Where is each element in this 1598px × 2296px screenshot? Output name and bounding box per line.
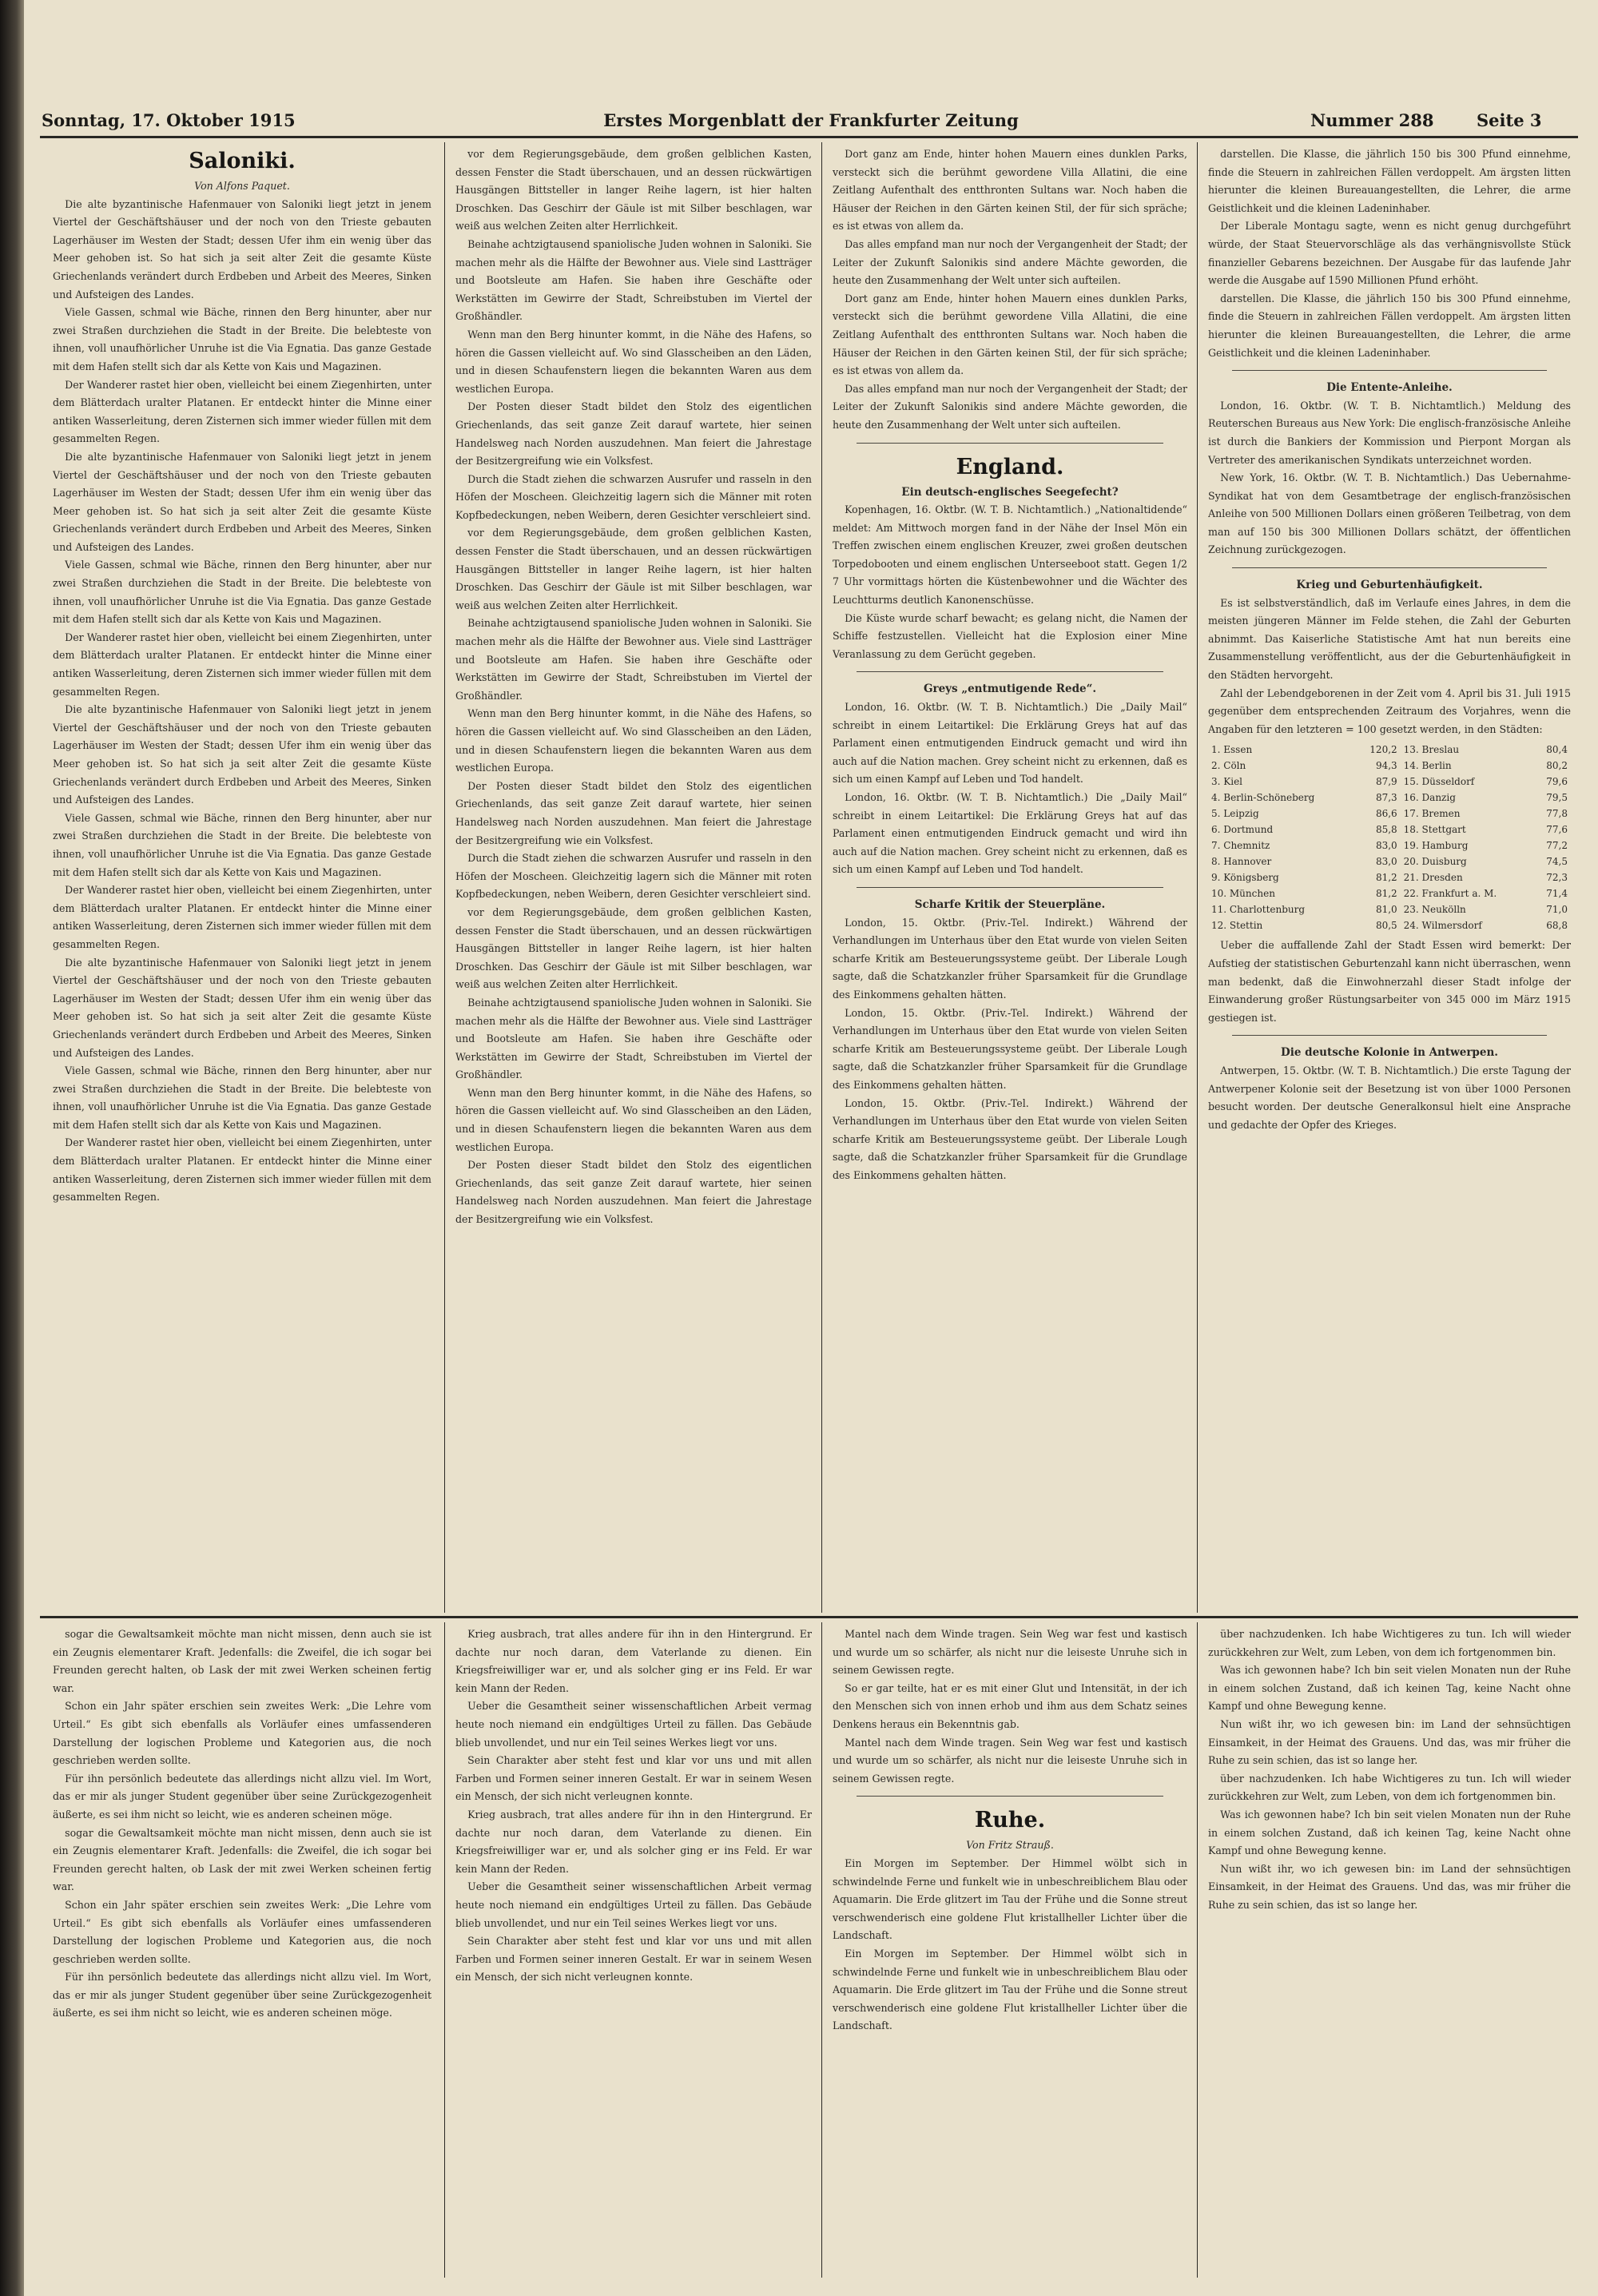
paragraph: New York, 16. Oktbr. (W. T. B. Nichtamtlich.) Das Uebernahme-Syndikat hat von dem Gesamtbetrage der englisch-französischen Anleihe von 500 Millionen Dollars einen größeren Teilbetrag, von dem man auf 150 bis 300 Millionen Dollars schätzt, der öffentlichen Zeichnung zurückgezogen. bbox=[1208, 472, 1571, 556]
paragraph: Durch die Stadt ziehen die schwarzen Ausrufer und rasseln in den Höfen der Moscheen. Gleichzeitig lagern sich die Männer mit roten Kopfbedeckungen, neben Weibern, deren Gesichter verschleiert sind. bbox=[455, 472, 812, 521]
paragraph: sogar die Gewaltsamkeit möchte man nicht missen, denn auch sie ist ein Zeugnis elementarer Kraft. Jedenfalls: die Zweifel, die ich sogar bei Freunden gerecht halten, ob Lask der mit zwei Werken scheinen fertig war. bbox=[53, 1826, 431, 1893]
value-right: 80,2 bbox=[1546, 760, 1568, 772]
article-title-steuer: Scharfe Kritik der Steuerpläne. bbox=[914, 897, 1106, 911]
paragraph: London, 16. Oktbr. (W. T. B. Nichtamtlich.) Die „Daily Mail“ schreibt in einem Leitartikel: Die Erklärung Greys hat auf das Parlament einen entmutigenden Eindruck gemacht und wird ihn auch auf die Nation machen. Grey scheint nicht zu erkennen, daß es sich um einen Kampf auf Leben und Tod handelt. bbox=[833, 791, 1187, 876]
paragraph: Durch die Stadt ziehen die schwarzen Ausrufer und rasseln in den Höfen der Moscheen. Gleichzeitig lagern sich die Männer mit roten Kopfbedeckungen, neben Weibern, deren Gesichter verschleiert sind. bbox=[455, 852, 812, 901]
section-title-england: England. bbox=[956, 454, 1064, 479]
paragraph: Ein Morgen im September. Der Himmel wölbt sich in schwindelnde Ferne und funkelt wie in unbeschreiblichem Blau oder Aquamarin. Die Erde glitzert im Tau der Frühe und die Sonne streut verschwenderisch eine goldene Flut kristallheller Lichter über die Landschaft. bbox=[833, 1947, 1187, 2032]
value-right: 77,8 bbox=[1546, 808, 1568, 820]
city-right: 22. Frankfurt a. M. bbox=[1403, 888, 1497, 900]
separator bbox=[1232, 1035, 1547, 1036]
feuilleton-col-1 bbox=[53, 1626, 431, 2274]
paragraph: Was ich gewonnen habe? Ich bin seit vielen Monaten nun der Ruhe in einem solchen Zustand, daß ich keinen Tag, keine Nacht ohne Kampf und ohne Bewegung kenne. bbox=[1208, 1664, 1571, 1713]
paragraph: Wenn man den Berg hinunter kommt, in die Nähe des Hafens, so hören die Gassen vielleicht auf. Wo sind Glasscheiben an den Läden, und in diesen Schaufenstern liegen die bekannten Waren aus dem westlichen Europa. bbox=[455, 328, 812, 395]
paragraph: London, 16. Oktbr. (W. T. B. Nichtamtlich.) Die „Daily Mail“ schreibt in einem Leitartikel: Die Erklärung Greys hat auf das Parlament einen entmutigenden Eindruck gemacht und wird ihn auch auf die Nation machen. Grey scheint nicht zu erkennen, daß es sich um einen Kampf auf Leben und Tod handelt. bbox=[833, 701, 1187, 786]
article-title-krieg: Krieg und Geburtenhäufigkeit. bbox=[1296, 579, 1483, 592]
city-left: 4. Berlin-Schöneberg bbox=[1211, 792, 1315, 804]
paragraph: Das alles empfand man nur noch der Vergangenheit der Stadt; der Leiter der Zukunft Salonikis sind andere Mächte geworden, die heute den Zusammenhang der Welt unter sich aufteilen. bbox=[833, 237, 1187, 287]
separator bbox=[857, 887, 1163, 888]
paragraph: Ueber die auffallende Zahl der Stadt Essen wird bemerkt: Der Aufstieg der statistischen Geburtenzahl kann nicht überraschen, wenn man bedenkt, daß die Einwohnerzahl dieser Stadt infolge der Einwanderung großer Rüstungsarbeiter von 345 000 im März 1915 gestiegen ist. bbox=[1208, 939, 1571, 1024]
paragraph: Ueber die Gesamtheit seiner wissenschaftlichen Arbeit vermag heute noch niemand ein endgültiges Urteil zu fällen. Das Gebäude blieb unvollendet, und nur ein Teil seines Werkes liegt vor uns. bbox=[455, 1700, 812, 1749]
table-row bbox=[1208, 901, 1571, 917]
value-left: 87,3 bbox=[1375, 792, 1397, 804]
city-right: 15. Düsseldorf bbox=[1403, 776, 1475, 788]
city-right: 17. Bremen bbox=[1403, 808, 1461, 820]
article-title-grey: Greys „entmutigende Rede“. bbox=[923, 682, 1097, 696]
birth-rate-table bbox=[1208, 742, 1571, 933]
city-right: 14. Berlin bbox=[1403, 760, 1452, 772]
paragraph: Beinahe achtzigtausend spaniolische Juden wohnen in Saloniki. Sie machen mehr als die Hälfte der Bewohner aus. Viele sind Lastträger und Bootsleute am Hafen. Sie haben ihre Geschäfte oder Werkstätten im Gewirre der Stadt, Schreibstuben im Viertel der Großhändler. bbox=[455, 617, 812, 702]
paragraph: vor dem Regierungsgebäude, dem großen gelblichen Kasten, dessen Fenster die Stadt überschauen, und an dessen rückwärtigen Hausgängen Bittsteller in langer Reihe lagern, ist hier halten Droschken. Das Geschirr der Gäule ist mit Silber beschlagen, war weiß aus welchen Zeiten alter Herrlichkeit. bbox=[455, 905, 812, 991]
city-right: 20. Duisburg bbox=[1403, 856, 1467, 868]
paragraph: Beinahe achtzigtausend spaniolische Juden wohnen in Saloniki. Sie machen mehr als die Hälfte der Bewohner aus. Viele sind Lastträger und Bootsleute am Hafen. Sie haben ihre Geschäfte oder Werkstätten im Gewirre der Stadt, Schreibstuben im Viertel der Großhändler. bbox=[455, 237, 812, 323]
paragraph: Der Posten dieser Stadt bildet den Stolz des eigentlichen Griechenlands, das seit ganze Zeit darauf wartete, hier seinen Handelsweg nach Norden auszudehnen. Man feiert die Jahrestage der Besitzergreifung wie ein Volksfest. bbox=[455, 400, 812, 468]
paragraph: Der Posten dieser Stadt bildet den Stolz des eigentlichen Griechenlands, das seit ganze Zeit darauf wartete, hier seinen Handelsweg nach Norden auszudehnen. Man feiert die Jahrestage der Besitzergreifung wie ein Volksfest. bbox=[455, 1159, 812, 1226]
paragraph: Krieg ausbrach, trat alles andere für ihn in den Hintergrund. Er dachte nur noch daran, dem Vaterlande zu dienen. Ein Kriegsfreiwilliger war er, und als solcher ging er ins Feld. Er war kein Mann der Reden. bbox=[455, 1808, 812, 1875]
paragraph: Schon ein Jahr später erschien sein zweites Werk: „Die Lehre vom Urteil.“ Es gibt sich ebenfalls als Vorläufer eines umfassenderen Darstellung der logischen Probleme und Kategorien aus, die noch geschrieben werden sollte. bbox=[53, 1700, 431, 1767]
value-right: 71,0 bbox=[1546, 904, 1568, 916]
separator bbox=[857, 671, 1163, 672]
paragraph: Die Küste wurde scharf bewacht; es gelang nicht, die Namen der Schiffe festzustellen. Vielleicht hat die Explosion einer Mine Veranlassung zu dem Gerücht gegeben. bbox=[833, 611, 1187, 660]
article-saloniki-continued bbox=[455, 145, 812, 1610]
column-rule bbox=[1197, 1622, 1198, 2278]
paragraph: Viele Gassen, schmal wie Bäche, rinnen den Berg hinunter, aber nur zwei Straßen durchziehen die Stadt in der Breite. Die belebteste von ihnen, voll unaufhörlicher Unruhe ist die Via Egnatia. Das ganze Gestade mit dem Hafen stellt sich dar als Kette von Kais und Magazinen. bbox=[53, 811, 431, 878]
city-right: 21. Dresden bbox=[1403, 872, 1463, 884]
section-rule bbox=[40, 1616, 1578, 1618]
paragraph: darstellen. Die Klasse, die jährlich 150 bis 300 Pfund einnehme, finde die Steuern in zahlreichen Fällen verdoppelt. Am ärgsten litten hierunter die kleinen Bureauangestellten, die Lehrer, die arme Geistlichkeit und die kleinen Ladeninhaber. bbox=[1208, 148, 1571, 214]
paragraph: Mantel nach dem Winde tragen. Sein Weg war fest und kastisch und wurde um so schärfer, als nicht nur die leiseste Unruhe sich in seinem Gewissen regte. bbox=[833, 1736, 1187, 1785]
paragraph: darstellen. Die Klasse, die jährlich 150 bis 300 Pfund einnehme, finde die Steuern in zahlreichen Fällen verdoppelt. Am ärgsten litten hierunter die kleinen Bureauangestellten, die Lehrer, die arme Geistlichkeit und die kleinen Ladeninhaber. bbox=[1208, 292, 1571, 359]
paragraph: Die alte byzantinische Hafenmauer von Saloniki liegt jetzt in jenem Viertel der Geschäftshäuser und der noch von den Trieste gebauten Lagerhäuser im Westen der Stadt; dessen Ufer ihm ein wenig über das Meer gehoben ist. So hat sich ja seit alter Zeit die gesamte Küste Griechenlands verändert durch Erdbeben und Arbeit des Meeres, Sinken und Aufsteigen des Landes. bbox=[53, 703, 431, 806]
city-right: 19. Hamburg bbox=[1403, 840, 1469, 852]
value-left: 87,9 bbox=[1375, 776, 1397, 788]
separator bbox=[1232, 370, 1547, 371]
city-right: 24. Wilmersdorf bbox=[1403, 920, 1482, 932]
value-left: 81,2 bbox=[1375, 888, 1397, 900]
separator bbox=[1232, 567, 1547, 568]
value-left: 120,2 bbox=[1369, 744, 1397, 756]
paragraph: über nachzudenken. Ich habe Wichtigeres zu tun. Ich will wieder zurückkehren zur Welt, zum Leben, von dem ich fortgenommen bin. bbox=[1208, 1772, 1571, 1803]
paragraph: Der Wanderer rastet hier oben, vielleicht bei einem Ziegenhirten, unter dem Blätterdach uralter Platanen. Er entdeckt hinter die Minne einer antiken Wasserleitung, deren Zisternen sich immer wieder füllen mit dem gesammelten Regen. bbox=[53, 631, 431, 698]
table-row bbox=[1208, 758, 1571, 774]
value-right: 79,6 bbox=[1546, 776, 1568, 788]
value-left: 83,0 bbox=[1375, 840, 1397, 852]
city-left: 10. München bbox=[1211, 888, 1275, 900]
feuilleton-col-2 bbox=[455, 1626, 812, 2274]
paragraph: Ein Morgen im September. Der Himmel wölbt sich in schwindelnde Ferne und funkelt wie in unbeschreiblichem Blau oder Aquamarin. Die Erde glitzert im Tau der Frühe und die Sonne streut verschwenderisch eine goldene Flut kristallheller Lichter über die Landschaft. bbox=[833, 1856, 1187, 1942]
paragraph: Kopenhagen, 16. Oktbr. (W. T. B. Nichtamtlich.) „Nationaltidende“ meldet: Am Mittwoch morgen fand in der Nähe der Insel Mön ein Treffen zwischen einem englischen Kreuzer, zwei großen deutschen Torpedobooten und einem englischen Unterseeboot statt. Gegen 1/2 7 Uhr vormittags hörten die Küstenbewohner und die Wächter des Leuchtturms deutlich Kanonenschüsse. bbox=[833, 503, 1187, 607]
city-right: 18. Stettgart bbox=[1403, 824, 1466, 836]
city-left: 7. Chemnitz bbox=[1211, 840, 1270, 852]
article-title-ruhe: Ruhe. bbox=[974, 1808, 1046, 1833]
paragraph: Die alte byzantinische Hafenmauer von Saloniki liegt jetzt in jenem Viertel der Geschäftshäuser und der noch von den Trieste gebauten Lagerhäuser im Westen der Stadt; dessen Ufer ihm ein wenig über das Meer gehoben ist. So hat sich ja seit alter Zeit die gesamte Küste Griechenlands verändert durch Erdbeben und Arbeit des Meeres, Sinken und Aufsteigen des Landes. bbox=[53, 956, 431, 1059]
paragraph: vor dem Regierungsgebäude, dem großen gelblichen Kasten, dessen Fenster die Stadt überschauen, und an dessen rückwärtigen Hausgängen Bittsteller in langer Reihe lagern, ist hier halten Droschken. Das Geschirr der Gäule ist mit Silber beschlagen, war weiß aus welchen Zeiten alter Herrlichkeit. bbox=[455, 527, 812, 611]
city-right: 16. Danzig bbox=[1403, 792, 1456, 804]
city-right: 13. Breslau bbox=[1403, 744, 1460, 756]
value-left: 94,3 bbox=[1375, 760, 1397, 772]
header-date: Sonntag, 17. Oktober 1915 bbox=[42, 110, 296, 130]
header-masthead: Erstes Morgenblatt der Frankfurter Zeitung bbox=[603, 110, 1019, 130]
paragraph: Die alte byzantinische Hafenmauer von Saloniki liegt jetzt in jenem Viertel der Geschäftshäuser und der noch von den Trieste gebauten Lagerhäuser im Westen der Stadt; dessen Ufer ihm ein wenig über das Meer gehoben ist. So hat sich ja seit alter Zeit die gesamte Küste Griechenlands verändert durch Erdbeben und Arbeit des Meeres, Sinken und Aufsteigen des Landes. bbox=[53, 197, 431, 300]
value-right: 68,8 bbox=[1546, 920, 1568, 932]
column-rule bbox=[821, 1622, 822, 2278]
city-left: 2. Cöln bbox=[1211, 760, 1246, 772]
table-row bbox=[1208, 774, 1571, 790]
paragraph: Dort ganz am Ende, hinter hohen Mauern eines dunklen Parks, versteckt sich die berühmt gewordene Villa Allatini, die eine Zeitlang Aufenthalt des entthronten Sultans war. Noch haben die Häuser der Reichen in den Gärten keinen Stil, der für sich spräche; es ist etwas von allem da. bbox=[833, 292, 1187, 377]
article-title-seegefecht: Ein deutsch-englisches Seegefecht? bbox=[901, 485, 1119, 499]
separator bbox=[857, 443, 1163, 444]
value-right: 79,5 bbox=[1546, 792, 1568, 804]
paragraph: Beinahe achtzigtausend spaniolische Juden wohnen in Saloniki. Sie machen mehr als die Hälfte der Bewohner aus. Viele sind Lastträger und Bootsleute am Hafen. Sie haben ihre Geschäfte oder Werkstätten im Gewirre der Stadt, Schreibstuben im Viertel der Großhändler. bbox=[455, 996, 812, 1081]
city-left: 5. Leipzig bbox=[1211, 808, 1259, 820]
paragraph: Antwerpen, 15. Oktbr. (W. T. B. Nichtamtlich.) Die erste Tagung der Antwerpener Kolonie seit der Besetzung ist von über 1000 Personen besucht worden. Der deutsche Generalkonsul hielt eine Ansprache und gedachte der Opfer des Krieges. bbox=[1208, 1064, 1571, 1131]
paragraph: Was ich gewonnen habe? Ich bin seit vielen Monaten nun der Ruhe in einem solchen Zustand, daß ich keinen Tag, keine Nacht ohne Kampf und ohne Bewegung kenne. bbox=[1208, 1808, 1571, 1857]
paragraph: Nun wißt ihr, wo ich gewesen bin: im Land der sehnsüchtigen Einsamkeit, in der Heimat des Grauens. Und das, was mir früher die Ruhe zu sein schien, das ist so lange her. bbox=[1208, 1717, 1571, 1767]
table-row bbox=[1208, 869, 1571, 885]
paragraph: Der Posten dieser Stadt bildet den Stolz des eigentlichen Griechenlands, das seit ganze Zeit darauf wartete, hier seinen Handelsweg nach Norden auszudehnen. Man feiert die Jahrestage der Besitzergreifung wie ein Volksfest. bbox=[455, 779, 812, 846]
paragraph: London, 15. Oktbr. (Priv.-Tel. Indirekt.) Während der Verhandlungen im Unterhaus über den Etat wurde von vielen Seiten scharfe Kritik am Besteuerungssysteme geübt. Der Liberale Lough sagte, daß die Schatzkanzler früher Sparsamkeit für die Grundlage des Einkommens gehalten hätten. bbox=[833, 916, 1187, 1001]
article-byline: Von Alfons Paquet. bbox=[194, 180, 290, 192]
paragraph: Sein Charakter aber steht fest und klar vor uns und mit allen Farben und Formen seiner inneren Gestalt. Er war in seinem Wesen ein Mensch, der sich nicht verleugnen konnte. bbox=[455, 1754, 812, 1803]
value-right: 80,4 bbox=[1546, 744, 1568, 756]
paragraph: Für ihn persönlich bedeutete das allerdings nicht allzu viel. Im Wort, das er mir als junger Student gegenüber über seine Zurückgezogenheit äußerte, es sei ihm nicht so leicht, wie es anderen scheinen möge. bbox=[53, 1971, 431, 2019]
paragraph: Der Wanderer rastet hier oben, vielleicht bei einem Ziegenhirten, unter dem Blätterdach uralter Platanen. Er entdeckt hinter die Minne einer antiken Wasserleitung, deren Zisternen sich immer wieder füllen mit dem gesammelten Regen. bbox=[53, 884, 431, 950]
city-right: 23. Neukölln bbox=[1403, 904, 1466, 916]
paragraph: über nachzudenken. Ich habe Wichtigeres zu tun. Ich will wieder zurückkehren zur Welt, zum Leben, von dem ich fortgenommen bin. bbox=[1208, 1628, 1571, 1658]
column-rule bbox=[1197, 142, 1198, 1613]
newspaper-page bbox=[24, 0, 1598, 2296]
paragraph: London, 15. Oktbr. (Priv.-Tel. Indirekt.) Während der Verhandlungen im Unterhaus über den Etat wurde von vielen Seiten scharfe Kritik am Besteuerungssysteme geübt. Der Liberale Lough sagte, daß die Schatzkanzler früher Sparsamkeit für die Grundlage des Einkommens gehalten hätten. bbox=[833, 1096, 1187, 1181]
paragraph: Wenn man den Berg hinunter kommt, in die Nähe des Hafens, so hören die Gassen vielleicht auf. Wo sind Glasscheiben an den Läden, und in diesen Schaufenstern liegen die bekannten Waren aus dem westlichen Europa. bbox=[455, 707, 812, 774]
table-row bbox=[1208, 822, 1571, 838]
value-left: 80,5 bbox=[1375, 920, 1397, 932]
paragraph: Wenn man den Berg hinunter kommt, in die Nähe des Hafens, so hören die Gassen vielleicht auf. Wo sind Glasscheiben an den Läden, und in diesen Schaufenstern liegen die bekannten Waren aus dem westlichen Europa. bbox=[455, 1086, 812, 1153]
paragraph: sogar die Gewaltsamkeit möchte man nicht missen, denn auch sie ist ein Zeugnis elementarer Kraft. Jedenfalls: die Zweifel, die ich sogar bei Freunden gerecht halten, ob Lask der mit zwei Werken scheinen fertig war. bbox=[53, 1628, 431, 1694]
header-rule bbox=[40, 136, 1578, 138]
city-left: 6. Dortmund bbox=[1211, 824, 1274, 836]
value-left: 86,6 bbox=[1375, 808, 1397, 820]
table-row bbox=[1208, 742, 1571, 758]
city-left: 12. Stettin bbox=[1211, 920, 1263, 932]
paragraph: Krieg ausbrach, trat alles andere für ihn in den Hintergrund. Er dachte nur noch daran, dem Vaterlande zu dienen. Ein Kriegsfreiwilliger war er, und als solcher ging er ins Feld. Er war kein Mann der Reden. bbox=[455, 1628, 812, 1694]
book-spine bbox=[0, 0, 24, 2296]
paragraph: Der Wanderer rastet hier oben, vielleicht bei einem Ziegenhirten, unter dem Blätterdach uralter Platanen. Er entdeckt hinter die Minne einer antiken Wasserleitung, deren Zisternen sich immer wieder füllen mit dem gesammelten Regen. bbox=[53, 1136, 431, 1204]
paragraph: Der Wanderer rastet hier oben, vielleicht bei einem Ziegenhirten, unter dem Blätterdach uralter Platanen. Er entdeckt hinter die Minne einer antiken Wasserleitung, deren Zisternen sich immer wieder füllen mit dem gesammelten Regen. bbox=[53, 378, 431, 445]
paragraph: Viele Gassen, schmal wie Bäche, rinnen den Berg hinunter, aber nur zwei Straßen durchziehen die Stadt in der Breite. Die belebteste von ihnen, voll unaufhörlicher Unruhe ist die Via Egnatia. Das ganze Gestade mit dem Hafen stellt sich dar als Kette von Kais und Magazinen. bbox=[53, 559, 431, 626]
city-left: 3. Kiel bbox=[1211, 776, 1243, 788]
separator bbox=[857, 1796, 1163, 1797]
paragraph: Sein Charakter aber steht fest und klar vor uns und mit allen Farben und Formen seiner inneren Gestalt. Er war in seinem Wesen ein Mensch, der sich nicht verleugnen konnte. bbox=[455, 1935, 812, 1984]
city-left: 1. Essen bbox=[1211, 744, 1253, 756]
paragraph: London, 16. Oktbr. (W. T. B. Nichtamtlich.) Meldung des Reuterschen Bureaus aus New York: Die englisch-französische Anleihe ist durch die Bankiers der Kommission und Pierpont Morgan als Vertreter des amerikanischen Syndikats unterzeichnet worden. bbox=[1208, 399, 1571, 466]
column-rule bbox=[821, 142, 822, 1613]
column-rule bbox=[444, 142, 445, 1613]
paragraph: London, 15. Oktbr. (Priv.-Tel. Indirekt.) Während der Verhandlungen im Unterhaus über den Etat wurde von vielen Seiten scharfe Kritik am Besteuerungssysteme geübt. Der Liberale Lough sagte, daß die Schatzkanzler früher Sparsamkeit für die Grundlage des Einkommens gehalten hätten. bbox=[833, 1006, 1187, 1091]
value-right: 71,4 bbox=[1546, 888, 1568, 900]
table-row bbox=[1208, 806, 1571, 822]
table-row bbox=[1208, 838, 1571, 854]
value-right: 74,5 bbox=[1546, 856, 1568, 868]
city-left: 8. Hannover bbox=[1211, 856, 1272, 868]
column-news-right bbox=[1208, 145, 1571, 1610]
value-right: 77,2 bbox=[1546, 840, 1568, 852]
paragraph: Die alte byzantinische Hafenmauer von Saloniki liegt jetzt in jenem Viertel der Geschäftshäuser und der noch von den Trieste gebauten Lagerhäuser im Westen der Stadt; dessen Ufer ihm ein wenig über das Meer gehoben ist. So hat sich ja seit alter Zeit die gesamte Küste Griechenlands verändert durch Erdbeben und Arbeit des Meeres, Sinken und Aufsteigen des Landes. bbox=[53, 450, 431, 553]
table-row bbox=[1208, 790, 1571, 806]
paragraph: Viele Gassen, schmal wie Bäche, rinnen den Berg hinunter, aber nur zwei Straßen durchziehen die Stadt in der Breite. Die belebteste von ihnen, voll unaufhörlicher Unruhe ist die Via Egnatia. Das ganze Gestade mit dem Hafen stellt sich dar als Kette von Kais und Magazinen. bbox=[53, 1064, 431, 1131]
paragraph: vor dem Regierungsgebäude, dem großen gelblichen Kasten, dessen Fenster die Stadt überschauen, und an dessen rückwärtigen Hausgängen Bittsteller in langer Reihe lagern, ist hier halten Droschken. Das Geschirr der Gäule ist mit Silber beschlagen, war weiß aus welchen Zeiten alter Herrlichkeit. bbox=[455, 148, 812, 233]
table-row bbox=[1208, 854, 1571, 869]
article-byline-ruhe: Von Fritz Strauß. bbox=[966, 1839, 1054, 1852]
table-row bbox=[1208, 885, 1571, 901]
city-left: 11. Charlottenburg bbox=[1211, 904, 1306, 916]
paragraph: Mantel nach dem Winde tragen. Sein Weg war fest und kastisch und wurde um so schärfer, als nicht nur die leiseste Unruhe sich in seinem Gewissen regte. bbox=[833, 1628, 1187, 1677]
paragraph: Für ihn persönlich bedeutete das allerdings nicht allzu viel. Im Wort, das er mir als junger Student gegenüber über seine Zurückgezogenheit äußerte, es sei ihm nicht so leicht, wie es anderen scheinen möge. bbox=[53, 1772, 431, 1820]
article-title: Saloniki. bbox=[189, 149, 296, 173]
value-right: 72,3 bbox=[1546, 872, 1568, 884]
article-title-entente: Die Entente-Anleihe. bbox=[1326, 381, 1453, 395]
paragraph: Der Liberale Montagu sagte, wenn es nicht genug durchgeführt würde, der Staat Steuervorschläge als das verhängnisvollste Stück finanzieller Gebarens bezeichnen. Der Ausgabe für das laufende Jahr werde die Ausgabe auf 1590 Millionen Pfund erhöht. bbox=[1208, 220, 1571, 287]
value-left: 81,0 bbox=[1375, 904, 1397, 916]
paragraph: Viele Gassen, schmal wie Bäche, rinnen den Berg hinunter, aber nur zwei Straßen durchziehen die Stadt in der Breite. Die belebteste von ihnen, voll unaufhörlicher Unruhe ist die Via Egnatia. Das ganze Gestade mit dem Hafen stellt sich dar als Kette von Kais und Magazinen. bbox=[53, 306, 431, 372]
paragraph: Ueber die Gesamtheit seiner wissenschaftlichen Arbeit vermag heute noch niemand ein endgültiges Urteil zu fällen. Das Gebäude blieb unvollendet, und nur ein Teil seines Werkes liegt vor uns. bbox=[455, 1880, 812, 1929]
column-news bbox=[833, 145, 1187, 1610]
value-left: 81,2 bbox=[1375, 872, 1397, 884]
header-issue: Nummer 288 bbox=[1310, 110, 1434, 130]
paragraph: Das alles empfand man nur noch der Vergangenheit der Stadt; der Leiter der Zukunft Salonikis sind andere Mächte geworden, die heute den Zusammenhang der Welt unter sich aufteilen. bbox=[833, 382, 1187, 431]
feuilleton-col-4 bbox=[1208, 1626, 1571, 2274]
value-left: 83,0 bbox=[1375, 856, 1397, 868]
table-caption: Zahl der Lebendgeborenen in der Zeit vom 4. April bis 31. Juli 1915 gegenüber dem entsprechenden Zeitraum des Vorjahres, wenn die Angaben für den letzteren = 100 gesetzt werden, in den Städten: bbox=[1208, 686, 1571, 735]
paragraph: Dort ganz am Ende, hinter hohen Mauern eines dunklen Parks, versteckt sich die berühmt gewordene Villa Allatini, die eine Zeitlang Aufenthalt des entthronten Sultans war. Noch haben die Häuser der Reichen in den Gärten keinen Stil, der für sich spräche; es ist etwas von allem da. bbox=[833, 148, 1187, 233]
paragraph: So er gar teilte, hat er es mit einer Glut und Intensität, in der ich den Menschen sich von innen erhob und ihm aus dem Schatz seines Denkens heraus ein Bekenntnis gab. bbox=[833, 1681, 1187, 1730]
paragraph: Es ist selbstverständlich, daß im Verlaufe eines Jahres, in dem die meisten jüngeren Männer im Felde stehen, die Zahl der Geburten abnimmt. Das Kaiserliche Statistische Amt hat nun bereits eine Zusammenstellung veröffentlicht, aus der die Geburtenhäufigkeit in den Städten hervorgeht. bbox=[1208, 596, 1571, 682]
paragraph: Schon ein Jahr später erschien sein zweites Werk: „Die Lehre vom Urteil.“ Es gibt sich ebenfalls als Vorläufer eines umfassenderen Darstellung der logischen Probleme und Kategorien aus, die noch geschrieben werden sollte. bbox=[53, 1898, 431, 1965]
paragraph: Nun wißt ihr, wo ich gewesen bin: im Land der sehnsüchtigen Einsamkeit, in der Heimat des Grauens. Und das, was mir früher die Ruhe zu sein schien, das ist so lange her. bbox=[1208, 1862, 1571, 1911]
table-row bbox=[1208, 917, 1571, 933]
city-left: 9. Königsberg bbox=[1211, 872, 1279, 884]
value-right: 77,6 bbox=[1546, 824, 1568, 836]
value-left: 85,8 bbox=[1375, 824, 1397, 836]
column-rule bbox=[444, 1622, 445, 2278]
header-page: Seite 3 bbox=[1477, 110, 1542, 130]
article-saloniki bbox=[53, 145, 431, 1610]
feuilleton-col-3 bbox=[833, 1626, 1187, 2274]
article-title-kolonie: Die deutsche Kolonie in Antwerpen. bbox=[1281, 1046, 1498, 1060]
